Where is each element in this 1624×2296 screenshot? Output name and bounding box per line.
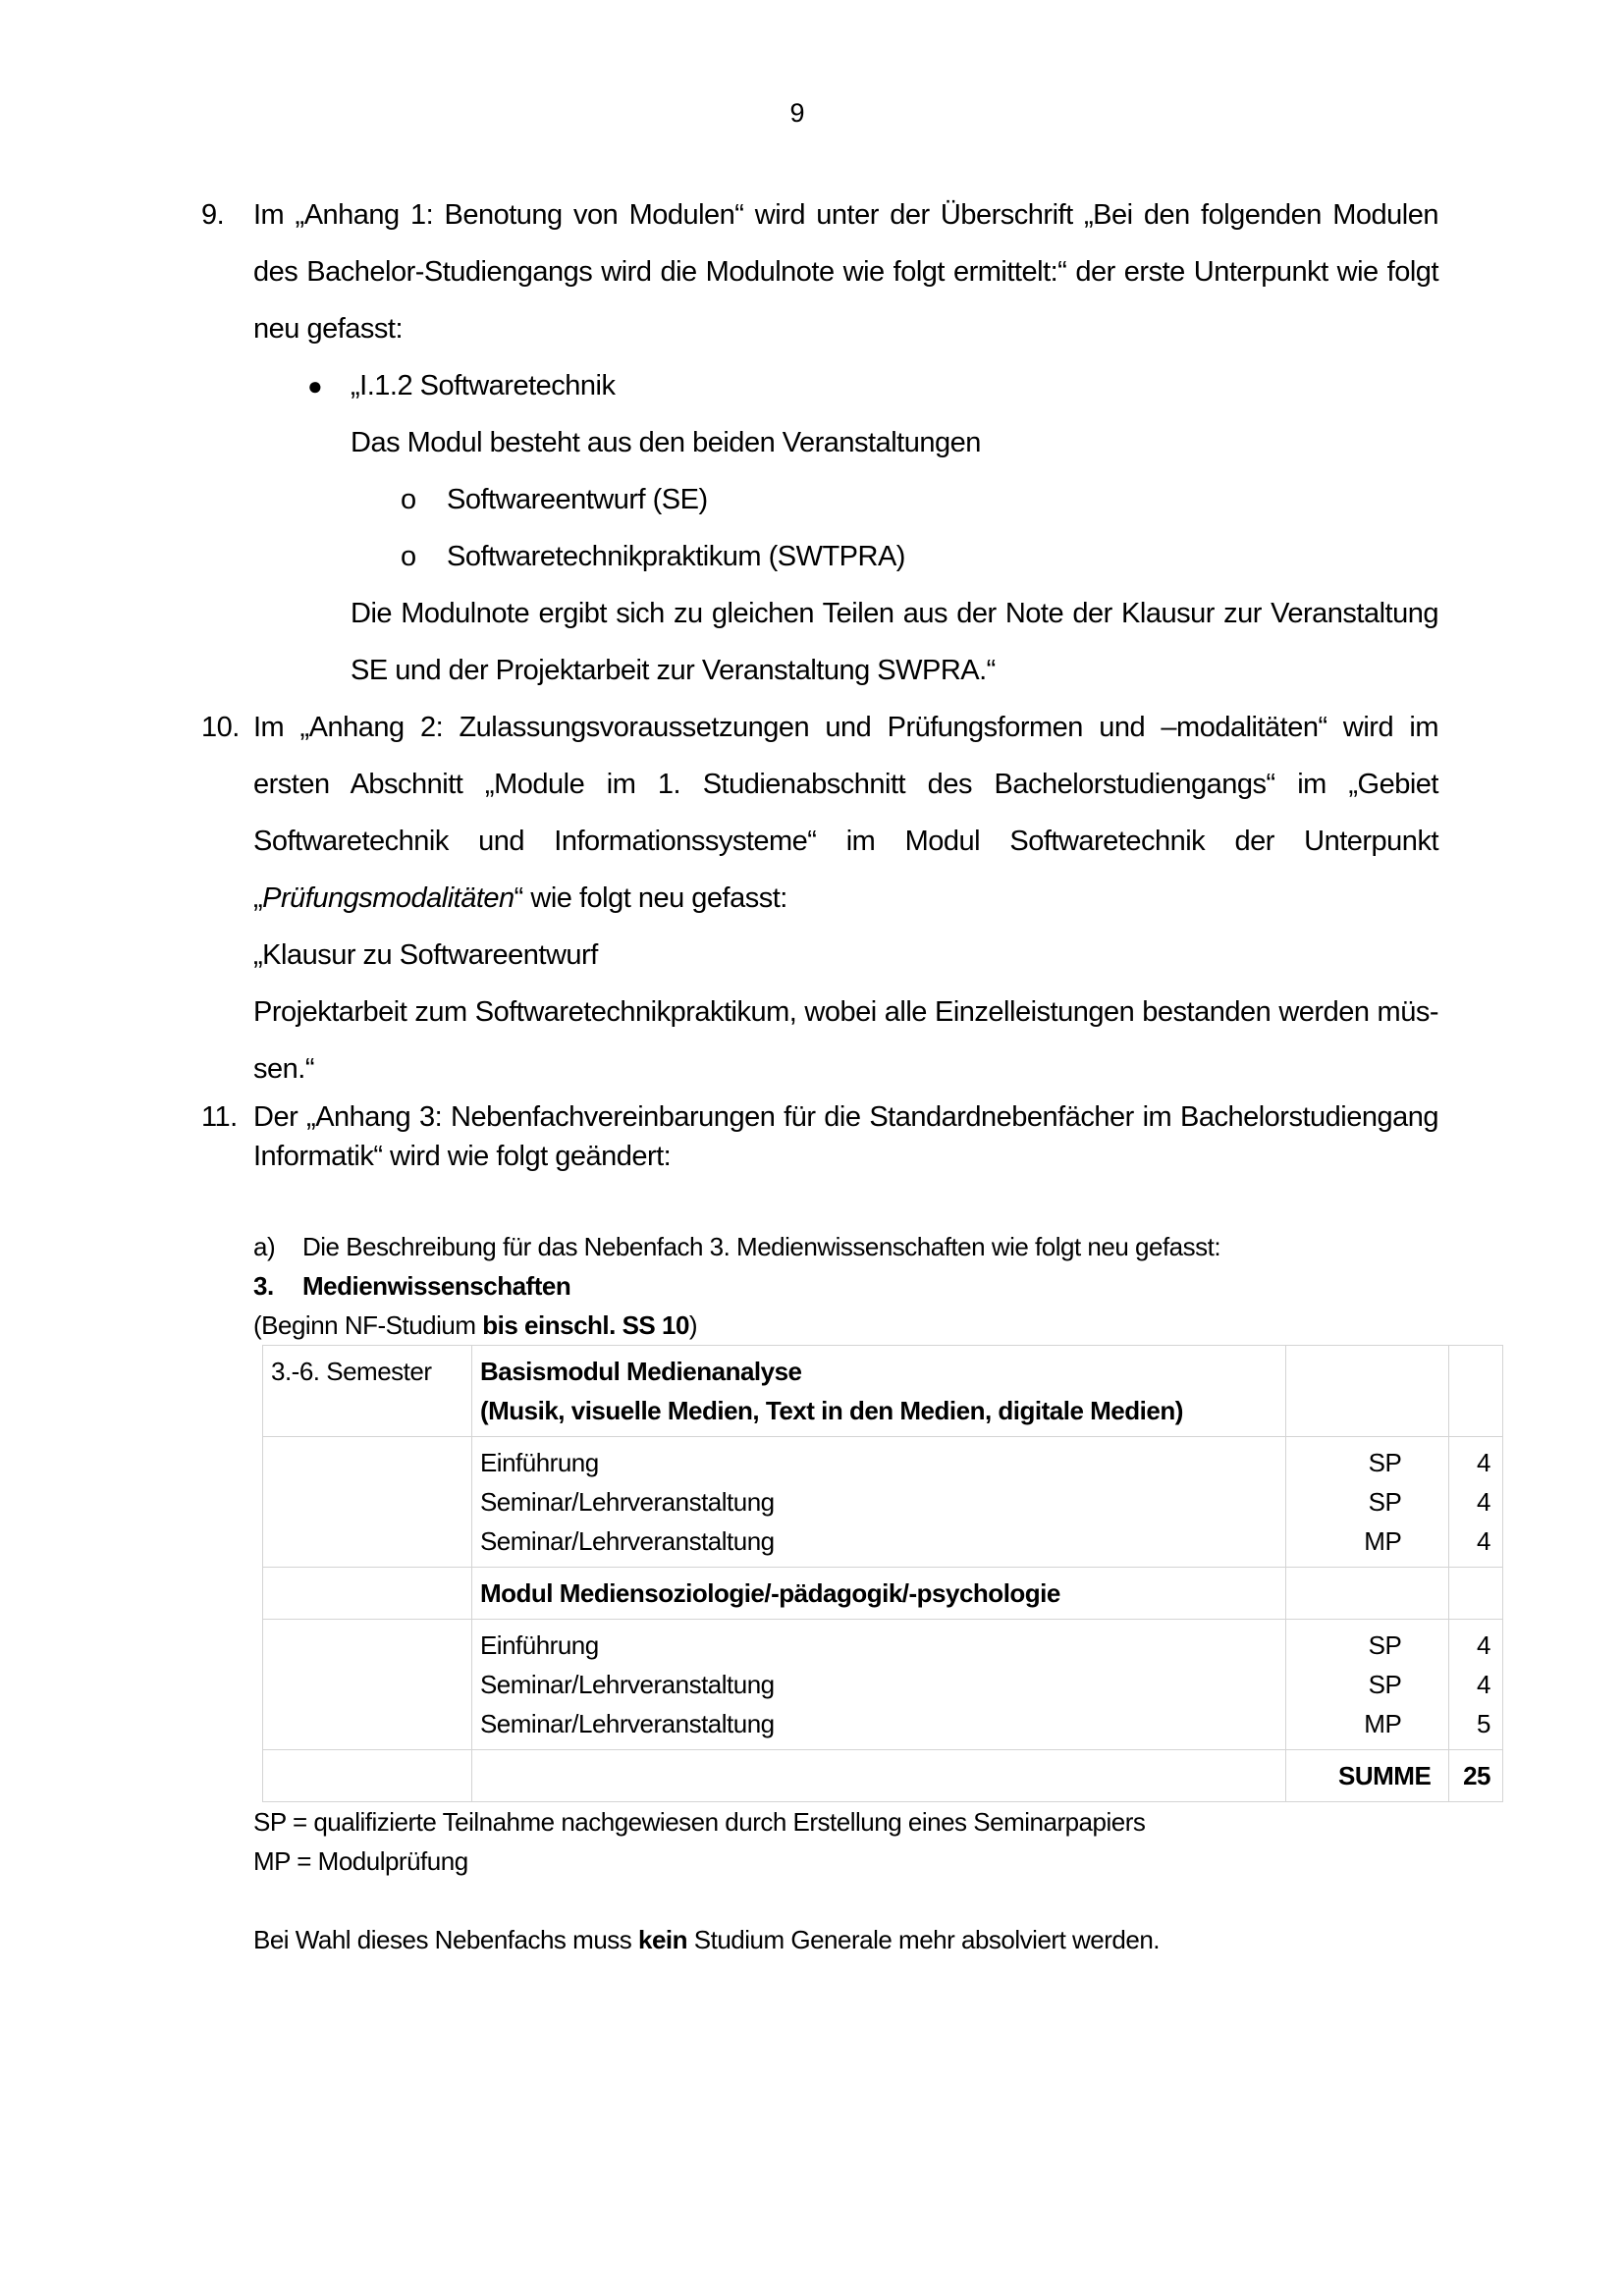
circle-bullet-icon: o [401, 541, 416, 572]
course-name: Seminar/Lehrveranstaltung [479, 1709, 775, 1738]
course-type: MP [1364, 1709, 1402, 1738]
footer-note-before: Bei Wahl dieses Nebenfachs muss [253, 1925, 639, 1954]
course-points: 4 [1477, 1487, 1490, 1517]
course-type: MP [1364, 1526, 1402, 1556]
course-name: Einführung [479, 1630, 599, 1660]
section-note-before: (Beginn NF-Studium [253, 1310, 483, 1340]
footer-note-after: Studium Generale mehr absolviert werden. [687, 1925, 1161, 1954]
table-row [263, 1437, 1503, 1568]
module2-points-cell [1449, 1620, 1503, 1750]
item-11-number: 11. [201, 1101, 238, 1133]
section-heading [253, 1266, 1438, 1306]
table-row [263, 1620, 1503, 1750]
section-note-bold: bis einschl. SS 10 [482, 1310, 689, 1340]
empty-cell [263, 1620, 472, 1750]
module-intro: Das Modul besteht aus den beiden Veranstaltungen [351, 427, 981, 458]
course-type: SP [1368, 1448, 1402, 1477]
document-body [201, 187, 1490, 1959]
sum-value: 25 [1449, 1750, 1503, 1802]
table-row [263, 1568, 1503, 1620]
course-name: Einführung [479, 1448, 599, 1477]
empty-cell [1449, 1568, 1503, 1620]
module1-courses-cell [471, 1437, 1285, 1568]
course-points: 4 [1477, 1630, 1490, 1660]
legend-sp: SP = qualifizierte Teilnahme nachgewiesen durch Erstellung eines Seminarpapiers [253, 1807, 1146, 1837]
module-grade-note: Die Modulnote ergibt sich zu gleichen Teilen aus der Note der Klausur zur Veranstaltung SE und der Projektarbeit zur Veranstaltung SWPRA.“ [351, 598, 1438, 686]
item-11 [201, 1097, 1438, 1176]
page-number: 9 [789, 98, 805, 128]
item-10-text-italic: Prüfungsmodalitäten [262, 882, 514, 914]
course-type: SP [1368, 1670, 1402, 1699]
section-heading-number: 3. [253, 1271, 274, 1301]
course-points: 5 [1477, 1709, 1490, 1738]
course-points: 4 [1477, 1670, 1490, 1699]
section-a [253, 1227, 1438, 1266]
course-name: Seminar/Lehrveranstaltung [479, 1526, 775, 1556]
item-9-text: Im „Anhang 1: Benotung von Modulen“ wird unter der Überschrift „Bei den folgenden Modulen des Bachelor-Studiengangs wird die Modulnote wie folgt ermittelt:“ der erste Unterpunkt wie folgt neu gefasst: [253, 199, 1438, 345]
sum-label: SUMME [1285, 1750, 1448, 1802]
empty-cell [263, 1437, 472, 1568]
table-row [263, 1346, 1503, 1437]
module-table [262, 1345, 1503, 1802]
item-10-text-after: “ wie folgt neu gefasst: [514, 882, 787, 914]
module1-title: Basismodul Medienanalyse [479, 1357, 802, 1386]
section-a-label: a) [253, 1232, 276, 1261]
course-points: 4 [1477, 1448, 1490, 1477]
module1-types-cell [1285, 1437, 1448, 1568]
item-10-number: 10. [201, 712, 240, 743]
table-row [263, 1750, 1503, 1802]
legend-mp: MP = Modulprüfung [253, 1846, 468, 1876]
semester-cell: 3.-6. Semester [263, 1346, 472, 1437]
item-10-line-1: „Klausur zu Softwareentwurf [253, 939, 598, 971]
course-name: Seminar/Lehrveranstaltung [479, 1487, 775, 1517]
section-heading-text: Medienwissenschaften [302, 1271, 571, 1301]
bullet-softwaretechnik [307, 357, 1438, 414]
empty-cell [471, 1750, 1285, 1802]
course-name: Seminar/Lehrveranstaltung [479, 1670, 775, 1699]
item-10-text [253, 699, 1438, 927]
sub-item-swtpra [401, 528, 1438, 585]
circle-bullet-icon: o [401, 484, 416, 515]
module1-title-cell [471, 1346, 1285, 1437]
section-a-text: Die Beschreibung für das Nebenfach 3. Medienwissenschaften wie folgt neu gefasst: [302, 1232, 1221, 1261]
sub-item-se [401, 471, 1438, 528]
item-10-text-before: Im „Anhang 2: Zulassungsvoraussetzungen und Prüfungsformen und –modalitäten“ wird im ersten Abschnitt „Module im 1. Studienabschnitt des Bachelorstudiengangs“ im „Gebiet Softwaretechnik und Informationssysteme“ im Modul Softwaretechnik der Unterpunkt „ [253, 712, 1438, 914]
footer-note [253, 1920, 1438, 1959]
sub-item-swtpra-text: Softwaretechnikpraktikum (SWTPRA) [447, 541, 905, 572]
module1-subtitle: (Musik, visuelle Medien, Text in den Medien, digitale Medien) [479, 1396, 1183, 1425]
module2-courses-cell [471, 1620, 1285, 1750]
item-9-number: 9. [201, 199, 225, 231]
empty-cell [1285, 1568, 1448, 1620]
section-note-after: ) [688, 1310, 698, 1340]
empty-cell [263, 1568, 472, 1620]
empty-cell [1285, 1346, 1448, 1437]
footer-note-bold: kein [638, 1925, 688, 1954]
sub-item-se-text: Softwareentwurf (SE) [447, 484, 708, 515]
empty-cell [1449, 1346, 1503, 1437]
item-11-text: Der „Anhang 3: Nebenfachvereinbarungen für die Standardnebenfächer im Bachelorstudiengang Informatik“ wird wie folgt geändert: [253, 1101, 1438, 1172]
item-10 [201, 699, 1438, 927]
bullet-text: „I.1.2 Softwaretechnik [351, 370, 616, 401]
module2-title-cell: Modul Mediensoziologie/-pädagogik/-psychologie [471, 1568, 1285, 1620]
module1-points-cell [1449, 1437, 1503, 1568]
module2-types-cell [1285, 1620, 1448, 1750]
course-type: SP [1368, 1487, 1402, 1517]
section-note [253, 1306, 1438, 1345]
course-type: SP [1368, 1630, 1402, 1660]
empty-cell [263, 1750, 472, 1802]
bullet-icon: ● [307, 371, 323, 400]
course-points: 4 [1477, 1526, 1490, 1556]
item-10-line-2: Projektarbeit zum Softwaretechnikpraktikum, wobei alle Einzelleistungen bestanden werden müs-sen.“ [253, 996, 1438, 1085]
item-9 [201, 187, 1438, 357]
